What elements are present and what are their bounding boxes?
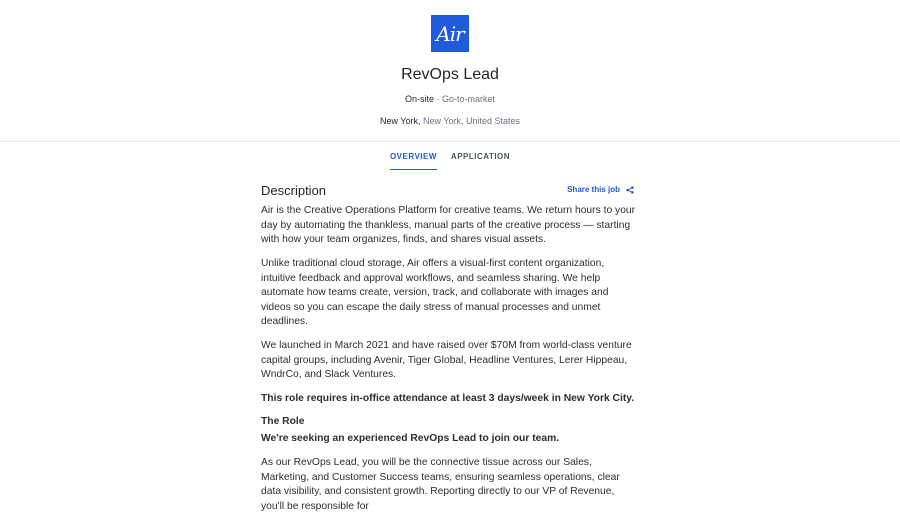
description-paragraph: Unlike traditional cloud storage, Air offers a visual-first content organization, intuitive feedback and approval workflows, and seamless sharing. We help automate how teams create, version, track, and collaborate with images and videos so you can escape the daily stress of manual processes and unmet deadlines. bbox=[261, 258, 609, 327]
description-header bbox=[261, 170, 636, 204]
role-paragraph: As our RevOps Lead, you will be the connective tissue across our Sales, Marketing, and Customer Success teams, ensuring seamless operations, clear data visibility, and consistent growth. Reporting directly to our VP of Revenue, you'll be responsible for bbox=[261, 457, 620, 512]
tab-application[interactable]: APPLICATION bbox=[450, 152, 511, 161]
job-meta bbox=[0, 94, 900, 104]
role-intro: We're seeking an experienced RevOps Lead to join our team. bbox=[261, 433, 560, 444]
job-content bbox=[0, 170, 900, 512]
job-header bbox=[0, 0, 900, 170]
job-title: RevOps Lead bbox=[401, 66, 499, 83]
department: Go-to-market bbox=[442, 94, 496, 104]
description-title: Description bbox=[261, 183, 327, 198]
logo-text: Air bbox=[436, 21, 464, 46]
share-label: Share this job bbox=[567, 185, 620, 194]
location-rest: New York, United States bbox=[420, 116, 521, 126]
description-section bbox=[261, 170, 636, 524]
company-logo[interactable] bbox=[431, 15, 469, 52]
tab-overview[interactable]: OVERVIEW bbox=[390, 142, 437, 171]
share-icon bbox=[626, 186, 634, 194]
meta-separator: · bbox=[434, 94, 442, 104]
share-job-button[interactable] bbox=[567, 185, 634, 194]
workplace-type: On-site bbox=[404, 94, 434, 104]
role-heading: The Role bbox=[261, 416, 305, 427]
job-location bbox=[0, 116, 900, 126]
tab-bar bbox=[0, 141, 900, 171]
location-city: New York, bbox=[379, 116, 421, 126]
description-paragraph: We launched in March 2021 and have raised over $70M from world-class venture capital groups, including Avenir, Tiger Global, Headline Ventures, Lerer Hippeau, WndrCo, and Slack Ventures. bbox=[261, 340, 632, 380]
onsite-requirement: This role requires in-office attendance at least 3 days/week in New York City. bbox=[261, 393, 635, 404]
description-paragraph: Air is the Creative Operations Platform for creative teams. We return hours to your day by automating the thankless, manual parts of the creative process — starting with how your team organizes, finds, and shares visual assets. bbox=[261, 205, 636, 245]
